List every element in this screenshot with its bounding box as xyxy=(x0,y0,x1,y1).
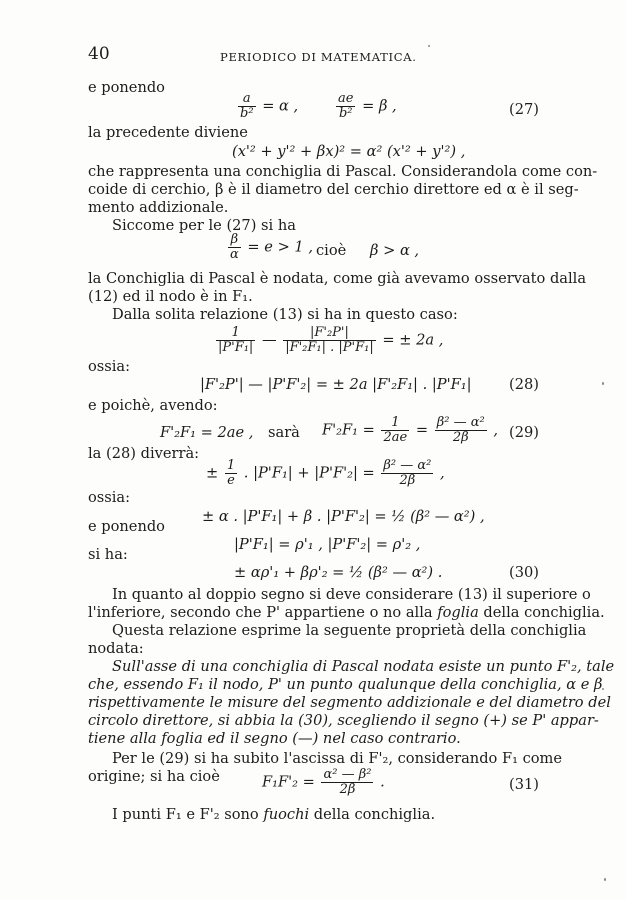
text-cioe: cioè xyxy=(316,242,347,259)
scan-speck xyxy=(428,45,430,47)
fraction xyxy=(381,459,433,488)
text-line: e ponendo xyxy=(88,79,165,96)
numerator: β² — α² xyxy=(383,458,432,473)
scan-speck xyxy=(602,382,604,385)
equation-rhs: = ± 2a , xyxy=(382,331,444,349)
fraction xyxy=(336,92,355,121)
text-line: e ponendo xyxy=(88,518,165,535)
denominator: e xyxy=(227,473,235,488)
text-sara: sarà xyxy=(268,424,300,441)
theorem-line: che, essendo F₁ il nodo, P' un punto qualunque della conchiglia, α e β xyxy=(88,676,603,693)
text-line: In quanto al doppio segno si deve considerare (13) il superiore o xyxy=(112,586,591,603)
equation-diverra xyxy=(206,459,445,488)
emphasis: fuochi xyxy=(263,806,310,823)
equation-number-27: (27) xyxy=(509,101,539,118)
equation-lhs: F₁F'₂ = xyxy=(262,773,315,791)
text-line: che rappresenta una conchiglia di Pascal. Considerandola come con- xyxy=(88,163,598,180)
theorem-line: tiene alla foglia ed il segno (—) nel caso contrario. xyxy=(88,730,461,747)
equation-lhs: F'₂F₁ = xyxy=(322,421,375,439)
text-line: Siccome per le (27) si ha xyxy=(112,217,296,234)
text-line: la precedente diviene xyxy=(88,124,248,141)
equation-13 xyxy=(214,326,443,355)
equation-rhs: = β , xyxy=(362,97,397,115)
equation-31 xyxy=(262,768,385,797)
equation-27b xyxy=(334,92,397,121)
fraction xyxy=(321,768,373,797)
denominator: 2β xyxy=(452,430,469,445)
denominator: b² xyxy=(338,106,353,121)
equation-number-31: (31) xyxy=(509,776,539,793)
equation-29-left: F'₂F₁ = 2ae , xyxy=(160,424,254,441)
numerator: |F'₂P'| xyxy=(283,326,376,341)
text-span: della conchiglia. xyxy=(478,604,605,621)
equation-rho: |P'F₁| = ρ'₁ , |P'F'₂| = ρ'₂ , xyxy=(234,536,421,553)
page-number: 40 xyxy=(88,44,110,64)
fraction xyxy=(381,416,409,445)
fraction xyxy=(435,416,487,445)
equals-sign: = xyxy=(415,421,429,439)
equation-29-right xyxy=(322,416,498,445)
denominator: α xyxy=(230,247,239,262)
numerator: 1 xyxy=(381,416,409,431)
numerator: 1 xyxy=(216,326,255,341)
text-line: Per le (29) si ha subito l'ascissa di F'₂, considerando F₁ come xyxy=(112,750,563,767)
denominator: b² xyxy=(240,106,254,121)
equation-number-30: (30) xyxy=(509,564,539,581)
equation-inequality: β > α , xyxy=(370,242,420,259)
denominator: 2β xyxy=(339,782,356,797)
plus-minus: ± xyxy=(206,464,219,482)
scan-speck xyxy=(602,688,604,690)
equation-28: |F'₂P'| — |P'F'₂| = ± 2a |F'₂F₁| . |P'F₁| xyxy=(200,376,472,393)
text-line: la (28) diverrà: xyxy=(88,445,200,462)
numerator: ae xyxy=(338,91,354,106)
text-line: e poichè, avendo: xyxy=(88,397,218,414)
numerator: β xyxy=(228,233,241,248)
text-line xyxy=(88,604,605,622)
denominator: 2β xyxy=(399,473,416,488)
theorem-line: Sull'asse di una conchiglia di Pascal nodata esiste un punto F'₂, tale xyxy=(112,658,615,675)
fraction xyxy=(228,233,241,262)
equation-middle: . |P'F₁| + |P'F'₂| = xyxy=(243,464,375,482)
equation-ossia: ± α . |P'F₁| + β . |P'F'₂| = ½ (β² — α²) , xyxy=(202,508,485,525)
denominator: |P'F₁| xyxy=(218,340,254,355)
text-line: (12) ed il nodo è in F₁. xyxy=(88,288,253,305)
numerator: β² — α² xyxy=(436,415,485,430)
text-line xyxy=(112,806,435,824)
equation-number-28: (28) xyxy=(509,376,539,393)
text-line: coide di cerchio, β è il diametro del cerchio direttore ed α è il seg- xyxy=(88,181,579,198)
text-line: ossia: xyxy=(88,489,131,506)
punctuation: , xyxy=(440,464,445,482)
equation-number-29: (29) xyxy=(509,424,539,441)
numerator: a xyxy=(238,92,256,107)
fraction xyxy=(225,459,237,488)
equation-ratio xyxy=(226,233,313,262)
punctuation: . xyxy=(380,773,385,791)
scan-speck xyxy=(604,878,606,881)
fraction xyxy=(238,92,256,121)
minus-sign: — xyxy=(261,331,277,349)
text-span: l'inferiore, secondo che P' appartiene o no alla xyxy=(88,604,438,621)
text-span: della conchiglia. xyxy=(309,806,436,823)
equation-conchoid: (x'² + y'² + βx)² = α² (x'² + y'²) , xyxy=(232,143,466,160)
text-line: nodata: xyxy=(88,640,144,657)
equation-rhs: = α , xyxy=(262,97,299,115)
equation-27a xyxy=(236,92,298,121)
equation-30: ± αρ'₁ + βρ'₂ = ½ (β² — α²) . xyxy=(234,564,443,581)
text-line: si ha: xyxy=(88,546,128,563)
text-line: origine; si ha cioè xyxy=(88,768,220,785)
text-line: Dalla solita relazione (13) si ha in questo caso: xyxy=(112,306,458,323)
text-line: la Conchiglia di Pascal è nodata, come già avevamo osservato dalla xyxy=(88,270,587,287)
text-line: ossia: xyxy=(88,358,131,375)
text-line: mento addizionale. xyxy=(88,199,229,216)
theorem-line: rispettivamente le misure del segmento addizionale e del diametro del xyxy=(88,694,611,711)
fraction xyxy=(216,326,255,355)
numerator: 1 xyxy=(226,458,236,473)
fraction xyxy=(283,326,376,355)
denominator: 2ae xyxy=(383,430,408,445)
text-line: Questa relazione esprime la seguente proprietà della conchiglia xyxy=(112,622,587,639)
punctuation: , xyxy=(493,421,498,439)
running-title: PERIODICO DI MATEMATICA. xyxy=(220,50,417,64)
theorem-line: circolo direttore, si abbia la (30), scegliendo il segno (+) se P' appar- xyxy=(88,712,599,729)
numerator: α² — β² xyxy=(323,767,372,782)
equation-rhs: = e > 1 , xyxy=(247,238,313,256)
emphasis: foglia xyxy=(437,604,479,621)
text-span: I punti F₁ e F'₂ sono xyxy=(112,806,264,823)
denominator: |F'₂F₁| . |P'F₁| xyxy=(285,340,374,355)
